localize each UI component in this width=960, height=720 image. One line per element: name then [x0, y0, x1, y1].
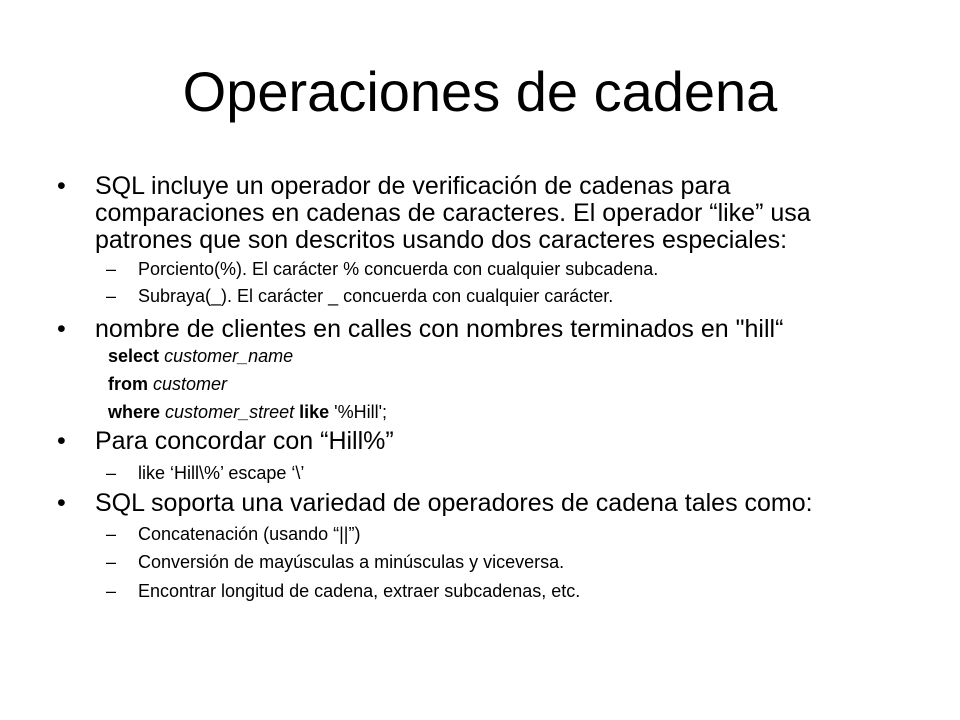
sub-bullet-text: Concatenación (usando “||”) — [138, 524, 361, 544]
sub-bullet-item — [106, 285, 898, 307]
sub-bullet-text: Subraya(_). El carácter _ concuerda con cualquier carácter. — [138, 286, 614, 306]
sql-code-line — [108, 345, 293, 367]
bullet-text: nombre de clientes en calles con nombres terminados en "hill“ — [95, 315, 784, 343]
dash-marker: – — [106, 463, 117, 483]
sql-code-line — [108, 401, 387, 423]
slide-title: Operaciones de cadena — [182, 60, 778, 123]
sql-keyword: select — [108, 346, 160, 366]
sub-bullet-item — [106, 258, 898, 280]
sql-keyword: like — [299, 402, 330, 422]
sub-bullet-text: Encontrar longitud de cadena, extraer subcadenas, etc. — [138, 581, 581, 601]
bullet-item — [57, 427, 885, 455]
bullet-item — [57, 172, 885, 254]
bullet-text: SQL incluye un operador de verificación de cadenas para comparaciones en cadenas de caracteres. El operador “like” usa patrones que son descritos usando dos caracteres especiales: — [95, 172, 811, 254]
bullet-item — [57, 489, 885, 517]
sub-bullet-text: Porciento(%). El carácter % concuerda con cualquier subcadena. — [138, 259, 659, 279]
sql-identifier: customer_name — [164, 346, 294, 366]
sub-bullet-text: like ‘Hill\%’ escape ‘\’ — [138, 463, 305, 483]
dash-marker: – — [106, 524, 117, 544]
sql-keyword: from — [108, 374, 148, 394]
sub-bullet-item — [106, 551, 898, 573]
sql-identifier: customer_street — [165, 402, 295, 422]
dash-marker: – — [106, 259, 117, 279]
bullet-text: Para concordar con “Hill%” — [95, 427, 394, 455]
bullet-marker: • — [57, 427, 66, 455]
bullet-text: SQL soporta una variedad de operadores de cadena tales como: — [95, 489, 813, 517]
sql-identifier: customer — [153, 374, 228, 394]
bullet-marker: • — [57, 172, 66, 200]
bullet-marker: • — [57, 489, 66, 517]
sub-bullet-item — [106, 523, 898, 545]
bullet-marker: • — [57, 315, 66, 343]
dash-marker: – — [106, 286, 117, 306]
sub-bullet-text: Conversión de mayúsculas a minúsculas y viceversa. — [138, 552, 565, 572]
sql-pattern: '%Hill'; — [334, 402, 388, 422]
sub-bullet-item — [106, 462, 898, 484]
dash-marker: – — [106, 552, 117, 572]
sub-bullet-item — [106, 580, 898, 602]
sql-code-line — [108, 373, 227, 395]
dash-marker: – — [106, 581, 117, 601]
sql-keyword: where — [108, 402, 161, 422]
bullet-item — [57, 315, 885, 343]
